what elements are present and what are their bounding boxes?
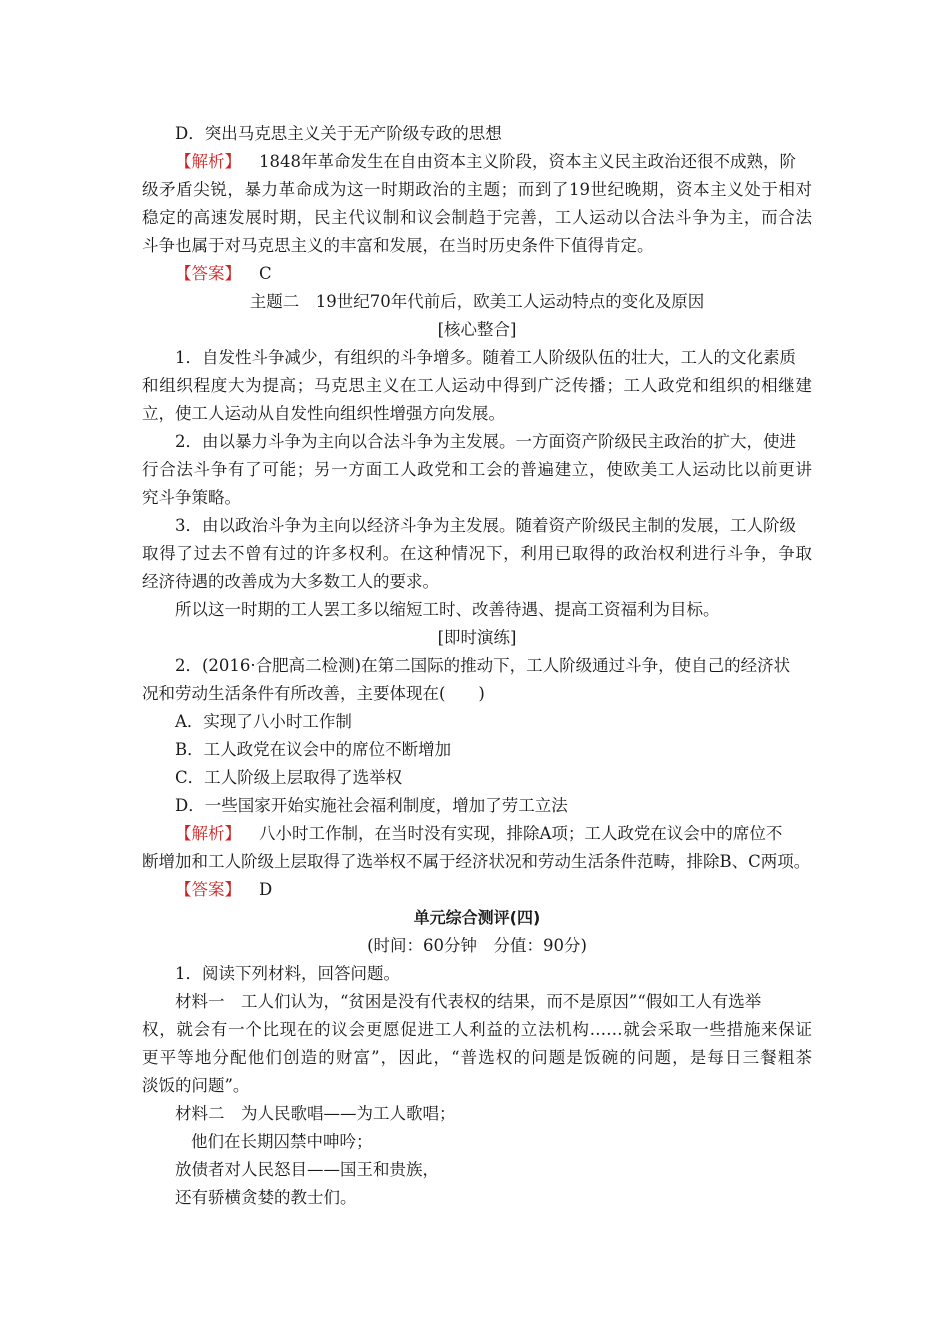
topic2-p1-line-3: 立，使工人运动从自发性向组织性增强方向发展。 [142,404,505,423]
topic2-p3-line-2: 取得了过去不曾有过的许多权利。在这种情况下，利用已取得的政治权利进行斗争，争取 [142,544,812,563]
q1-option-d: D．突出马克思主义关于无产阶级专政的思想 [175,124,502,143]
answer-value: D [259,880,273,899]
q2-analysis-line-2: 断增加和工人阶级上层取得了选举权不属于经济状况和劳动生活条件范畴，排除B、C两项。 [142,852,811,871]
q2-answer [175,877,845,903]
q2-option-b: B．工人政党在议会中的席位不断增加 [175,740,452,759]
topic2-p1-line-2: 和组织程度大为提高；马克思主义在工人运动中得到广泛传播；工人政党和组织的相继建 [142,376,812,395]
topic2-p2-line-2: 行合法斗争有了可能；另一方面工人政党和工会的普遍建立，使欧美工人运动比以前更讲 [142,460,812,479]
analysis-label: 【解析】 [175,824,241,843]
q1-answer [175,261,845,287]
answer-label: 【答案】 [175,264,241,283]
core-heading: [核心整合] [437,320,517,339]
q2-option-a: A．实现了八小时工作制 [175,712,352,731]
q2-analysis-line-1 [175,821,812,847]
q2-option-c: C．工人阶级上层取得了选举权 [175,768,403,787]
topic2-p3-line-3: 经济待遇的改善成为大多数工人的要求。 [142,572,439,591]
q2-stem-line-2: 况和劳动生活条件有所改善，主要体现在( ) [142,684,485,703]
analysis-text: 1848年革命发生在自由资本主义阶段，资本主义民主政治还很不成熟，阶 [259,152,796,171]
q2-stem-line-1: 2．(2016·合肥高二检测)在第二国际的推动下，工人阶级通过斗争，使自己的经济状 [175,656,791,675]
answer-value: C [259,264,272,283]
topic2-p1-line-1: 1．自发性斗争减少，有组织的斗争增多。随着工人阶级队伍的壮大，工人的文化素质 [175,348,796,367]
topic2-p2-line-3: 究斗争策略。 [142,488,241,507]
unit-test-title: 单元综合测评(四) [413,908,541,927]
material2-line-1: 材料二 为人民歌唱——为工人歌唱； [175,1104,456,1123]
topic2-title: 主题二 19世纪70年代前后，欧美工人运动特点的变化及原因 [249,292,705,311]
material1-line-1: 材料一 工人们认为，“贫困是没有代表权的结果，而不是原因”“假如工人有选举 [175,992,762,1011]
q2-option-d: D．一些国家开始实施社会福利制度，增加了劳工立法 [175,796,568,815]
q1-analysis-line-3: 稳定的高速发展时期，民主代议制和议会制趋于完善，工人运动以合法斗争为主，而合法 [142,208,812,227]
analysis-label: 【解析】 [175,152,241,171]
analysis-text: 八小时工作制，在当时没有实现，排除A项；工人政党在议会中的席位不 [259,824,783,843]
q1-analysis-line-4: 斗争也属于对马克思主义的丰富和发展，在当时历史条件下值得肯定。 [142,236,654,255]
material1-line-4: 淡饭的问题”。 [142,1076,250,1095]
practice-heading: [即时演练] [437,628,517,647]
material2-line-4: 还有骄横贪婪的教士们。 [175,1188,357,1207]
unit-q1-stem: 1．阅读下列材料，回答问题。 [175,964,400,983]
material2-line-3: 放债者对人民怒目——国王和贵族， [175,1160,439,1179]
q1-analysis-line-1 [175,149,812,175]
unit-test-meta: (时间：60分钟 分值：90分) [367,936,587,955]
material1-line-3: 更平等地分配他们创造的财富”，因此，“普选权的问题是饭碗的问题，是每日三餐粗茶 [142,1048,812,1067]
material1-line-2: 权，就会有一个比现在的议会更愿促进工人利益的立法机构……就会采取一些措施来保证 [142,1020,812,1039]
q1-analysis-line-2: 级矛盾尖锐，暴力革命成为这一时期政治的主题；而到了19世纪晚期，资本主义处于相对 [142,180,812,199]
topic2-p2-line-1: 2．由以暴力斗争为主向以合法斗争为主发展。一方面资产阶级民主政治的扩大，使进 [175,432,796,451]
topic2-p3-line-1: 3．由以政治斗争为主向以经济斗争为主发展。随着资产阶级民主制的发展，工人阶级 [175,516,796,535]
topic2-p4: 所以这一时期的工人罢工多以缩短工时、改善待遇、提高工资福利为目标。 [175,600,720,619]
material2-line-2: 他们在长期囚禁中呻吟； [191,1132,373,1151]
answer-label: 【答案】 [175,880,241,899]
